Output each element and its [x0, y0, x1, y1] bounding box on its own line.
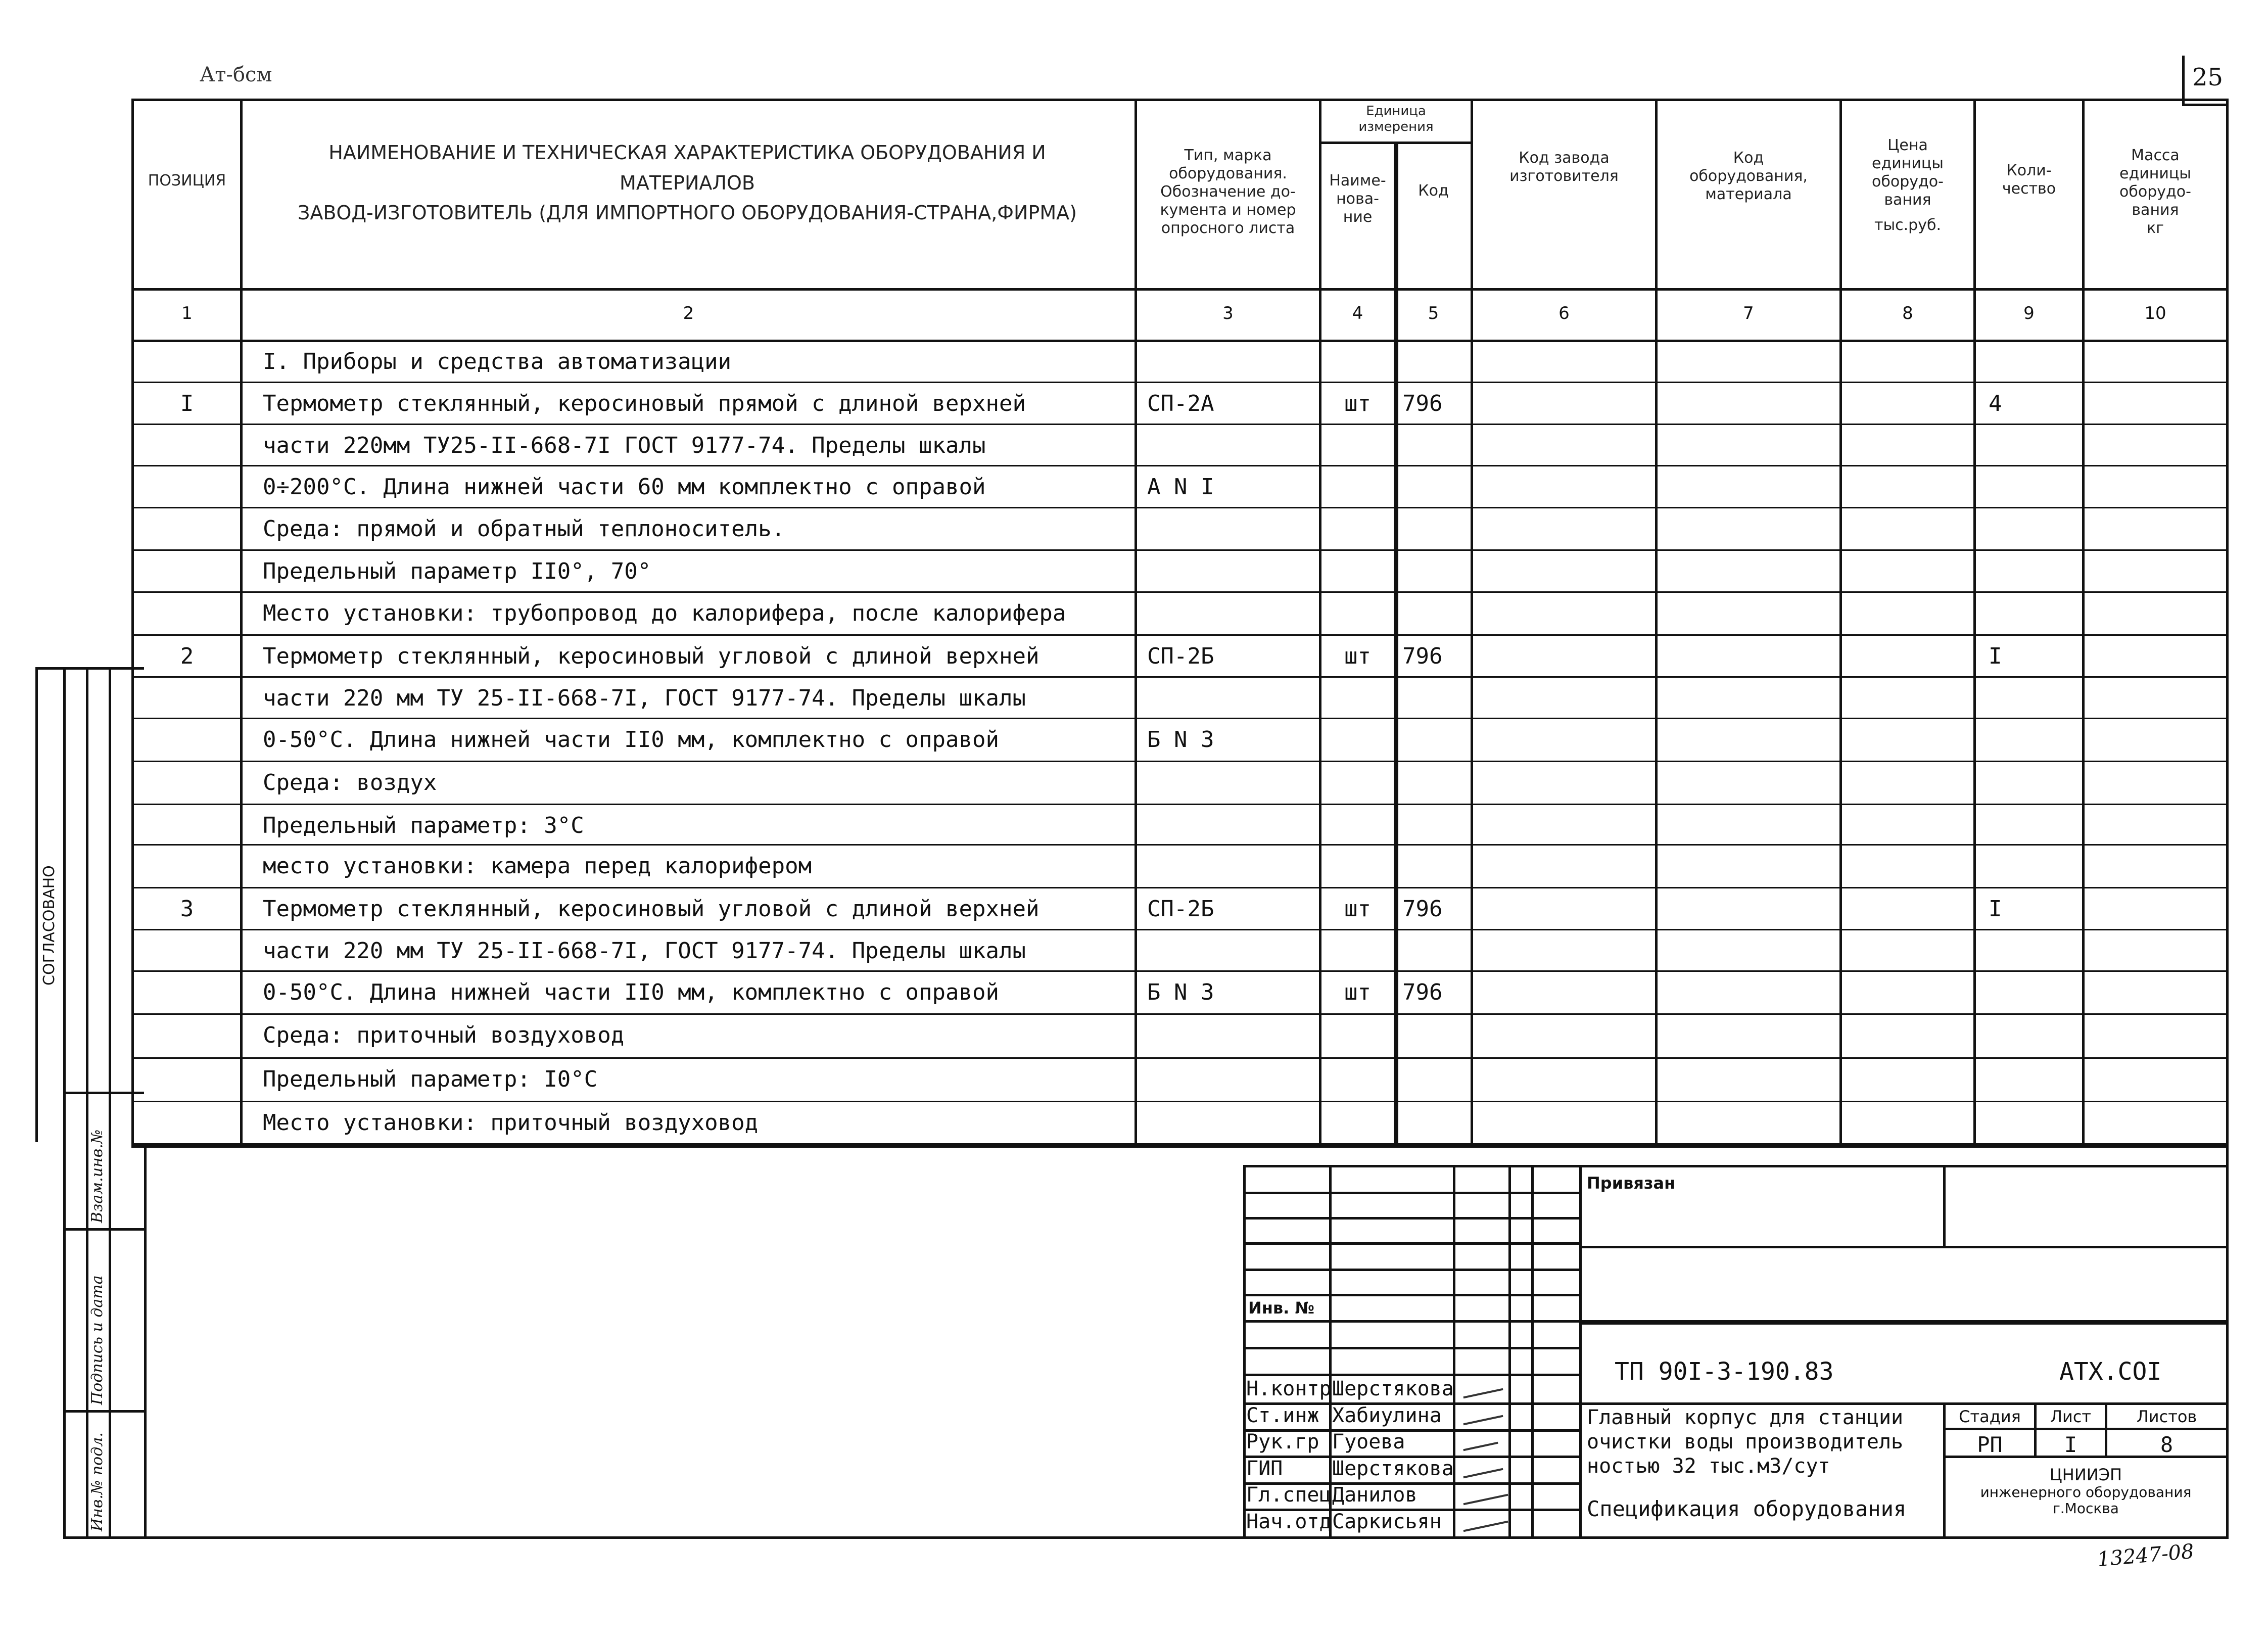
side-label-inv-replace: Взам.инв.№: [88, 1129, 106, 1223]
staff-role: Ст.инж: [1246, 1404, 1319, 1427]
cell-position: 2: [180, 643, 194, 669]
column-number: 7: [1743, 303, 1754, 323]
header-name-line3: ЗАВОД-ИЗГОТОВИТЕЛЬ (ДЛЯ ИМПОРТНОГО ОБОРУДОВАНИЯ-СТРАНА,ФИРМА): [298, 202, 1077, 224]
cell-name: Место установки: трубопровод до калорифера, после калорифера: [263, 600, 1066, 626]
organization: ЦНИИЭП инженерного оборудования г.Москва: [1980, 1465, 2192, 1517]
column-number: 3: [1222, 303, 1234, 323]
cell-qty: I: [1989, 896, 2002, 922]
header-factory-code: Код завода изготовителя: [1509, 149, 1619, 185]
header-position: ПОЗИЦИЯ: [148, 172, 226, 190]
cell-unit: шт: [1344, 643, 1371, 669]
bottom-number: 13247-08: [2096, 1539, 2195, 1572]
signature: [1463, 1468, 1503, 1479]
cell-code: 796: [1402, 979, 1443, 1005]
column-number: 9: [2023, 303, 2035, 323]
header-unit-code: Код: [1418, 182, 1449, 200]
cell-name: Термометр стеклянный, керосиновый угловой с длиной верхней: [263, 896, 1040, 922]
cell-name: части 220 мм ТУ 25-II-668-7I, ГОСТ 9177-74. Пределы шкалы: [263, 685, 1026, 711]
header-name: [243, 142, 1132, 225]
page-number: 25: [2192, 63, 2224, 91]
column-number: 8: [1902, 303, 1913, 323]
signature: [1463, 1494, 1508, 1506]
cell-name: 0-50°С. Длина нижней части II0 мм, комплектно с оправой: [263, 727, 999, 753]
side-label-inv-orig: Инв.№ подл.: [88, 1432, 106, 1531]
cell-type: Б N 3: [1147, 979, 1214, 1005]
cell-name: I. Приборы и средства автоматизации: [263, 349, 732, 374]
staff-name: Хабиулина: [1332, 1404, 1442, 1427]
header-name-line1: НАИМЕНОВАНИЕ И ТЕХНИЧЕСКАЯ ХАРАКТЕРИСТИКА ОБОРУДОВАНИЯ И: [328, 142, 1046, 164]
column-number: 1: [181, 303, 193, 323]
cell-position: 3: [180, 896, 194, 922]
cell-name: Среда: приточный воздуховод: [263, 1022, 625, 1048]
cell-name: Термометр стеклянный, керосиновый угловой с длиной верхней: [263, 643, 1040, 669]
cell-type: Б N 3: [1147, 727, 1214, 753]
side-label-sign-date: Подпись и дата: [88, 1275, 106, 1405]
signature: [1463, 1415, 1503, 1426]
cell-qty: 4: [1989, 391, 2002, 416]
cell-type: А N I: [1147, 474, 1214, 500]
header-name-line2: МАТЕРИАЛОВ: [620, 171, 755, 194]
cell-type: СП-2А: [1147, 391, 1214, 416]
staff-role: Рук.гр: [1246, 1430, 1319, 1454]
cell-name: место установки: камера перед калорифером: [263, 853, 812, 879]
staff-role: ГИП: [1246, 1457, 1283, 1480]
column-number: 4: [1352, 303, 1363, 323]
stage-label: Стадия: [1959, 1407, 2021, 1426]
cell-name: Среда: воздух: [263, 770, 437, 795]
sheet-value: I: [2064, 1432, 2077, 1457]
column-number: 6: [1558, 303, 1570, 323]
stage-value: РП: [1977, 1432, 2003, 1457]
sheets-label: Листов: [2136, 1407, 2197, 1426]
cell-unit: шт: [1344, 896, 1371, 922]
cell-name: 0-50°С. Длина нижней части II0 мм, комплектно с оправой: [263, 979, 999, 1005]
staff-name: Шерстякова: [1332, 1457, 1454, 1480]
cell-name: Термометр стеклянный, керосиновый прямой с длиной верхней: [263, 391, 1026, 416]
signature: [1463, 1388, 1503, 1399]
header-price: Цена единицы оборудо- вания тыс.руб.: [1872, 136, 1944, 234]
sheet-label: Лист: [2050, 1407, 2092, 1426]
header-qty: Коли- чество: [2002, 162, 2056, 198]
sheet-code: АТХ.СОI: [2059, 1357, 2162, 1386]
staff-name: Гуоева: [1332, 1430, 1405, 1454]
cell-name: части 220мм ТУ25-II-668-7I ГОСТ 9177-74. Пределы шкалы: [263, 433, 986, 458]
sheets-value: 8: [2160, 1432, 2174, 1457]
header-unit-name: Наиме- нова- ние: [1329, 172, 1386, 226]
header-type: Тип, марка оборудования. Обозначение до- кумента и номер опросного листа: [1160, 147, 1296, 237]
cell-code: 796: [1402, 643, 1443, 669]
cell-type: СП-2Б: [1147, 643, 1214, 669]
column-number: 10: [2144, 303, 2166, 323]
cell-name: части 220 мм ТУ 25-II-668-7I, ГОСТ 9177-74. Пределы шкалы: [263, 938, 1026, 964]
side-label-agreed: СОГЛАСОВАНО: [40, 865, 58, 986]
cell-name: Предельный параметр II0°, 70°: [263, 558, 651, 584]
signature: [1463, 1442, 1498, 1451]
staff-name: Данилов: [1332, 1483, 1418, 1507]
cell-name: Место установки: приточный воздуховод: [263, 1110, 759, 1136]
cell-code: 796: [1402, 391, 1443, 416]
column-number: 2: [683, 303, 694, 323]
staff-name: Саркисьян: [1332, 1510, 1442, 1533]
staff-role: Нач.отд: [1246, 1510, 1332, 1533]
header-mass: Масса единицы оборудо- вания кг: [2119, 147, 2191, 237]
staff-role: Гл.спец: [1246, 1483, 1332, 1507]
header-equipment-code: Код оборудования, материала: [1689, 149, 1808, 203]
cell-code: 796: [1402, 896, 1443, 922]
bound-label: Привязан: [1587, 1174, 1676, 1193]
cell-name: Среда: прямой и обратный теплоноситель.: [263, 516, 785, 542]
staff-name: Шерстякова: [1332, 1377, 1454, 1400]
project-line1: Главный корпус для станции: [1587, 1406, 1904, 1429]
project-line3: ностью 32 тыс.м3/сут: [1587, 1455, 1830, 1478]
cell-type: СП-2Б: [1147, 896, 1214, 922]
cell-name: Предельный параметр: I0°С: [263, 1066, 598, 1092]
staff-role: Н.контр: [1246, 1377, 1332, 1400]
corner-mark: Ат-бсм: [200, 63, 272, 86]
column-number: 5: [1428, 303, 1439, 323]
doc-code: ТП 90I-3-190.83: [1615, 1357, 1834, 1386]
cell-unit: шт: [1344, 391, 1371, 416]
inv-label: Инв. №: [1248, 1298, 1314, 1318]
document-title: Спецификация оборудования: [1587, 1496, 1907, 1521]
cell-name: 0÷200°С. Длина нижней части 60 мм комплектно с оправой: [263, 474, 986, 500]
signature: [1463, 1521, 1508, 1532]
cell-position: I: [180, 391, 194, 416]
cell-qty: I: [1989, 643, 2002, 669]
cell-name: Предельный параметр: 3°С: [263, 813, 584, 838]
project-line2: очистки воды производитель: [1587, 1430, 1904, 1454]
header-unit-group: Единица измерения: [1358, 104, 1434, 135]
cell-unit: шт: [1344, 979, 1371, 1005]
